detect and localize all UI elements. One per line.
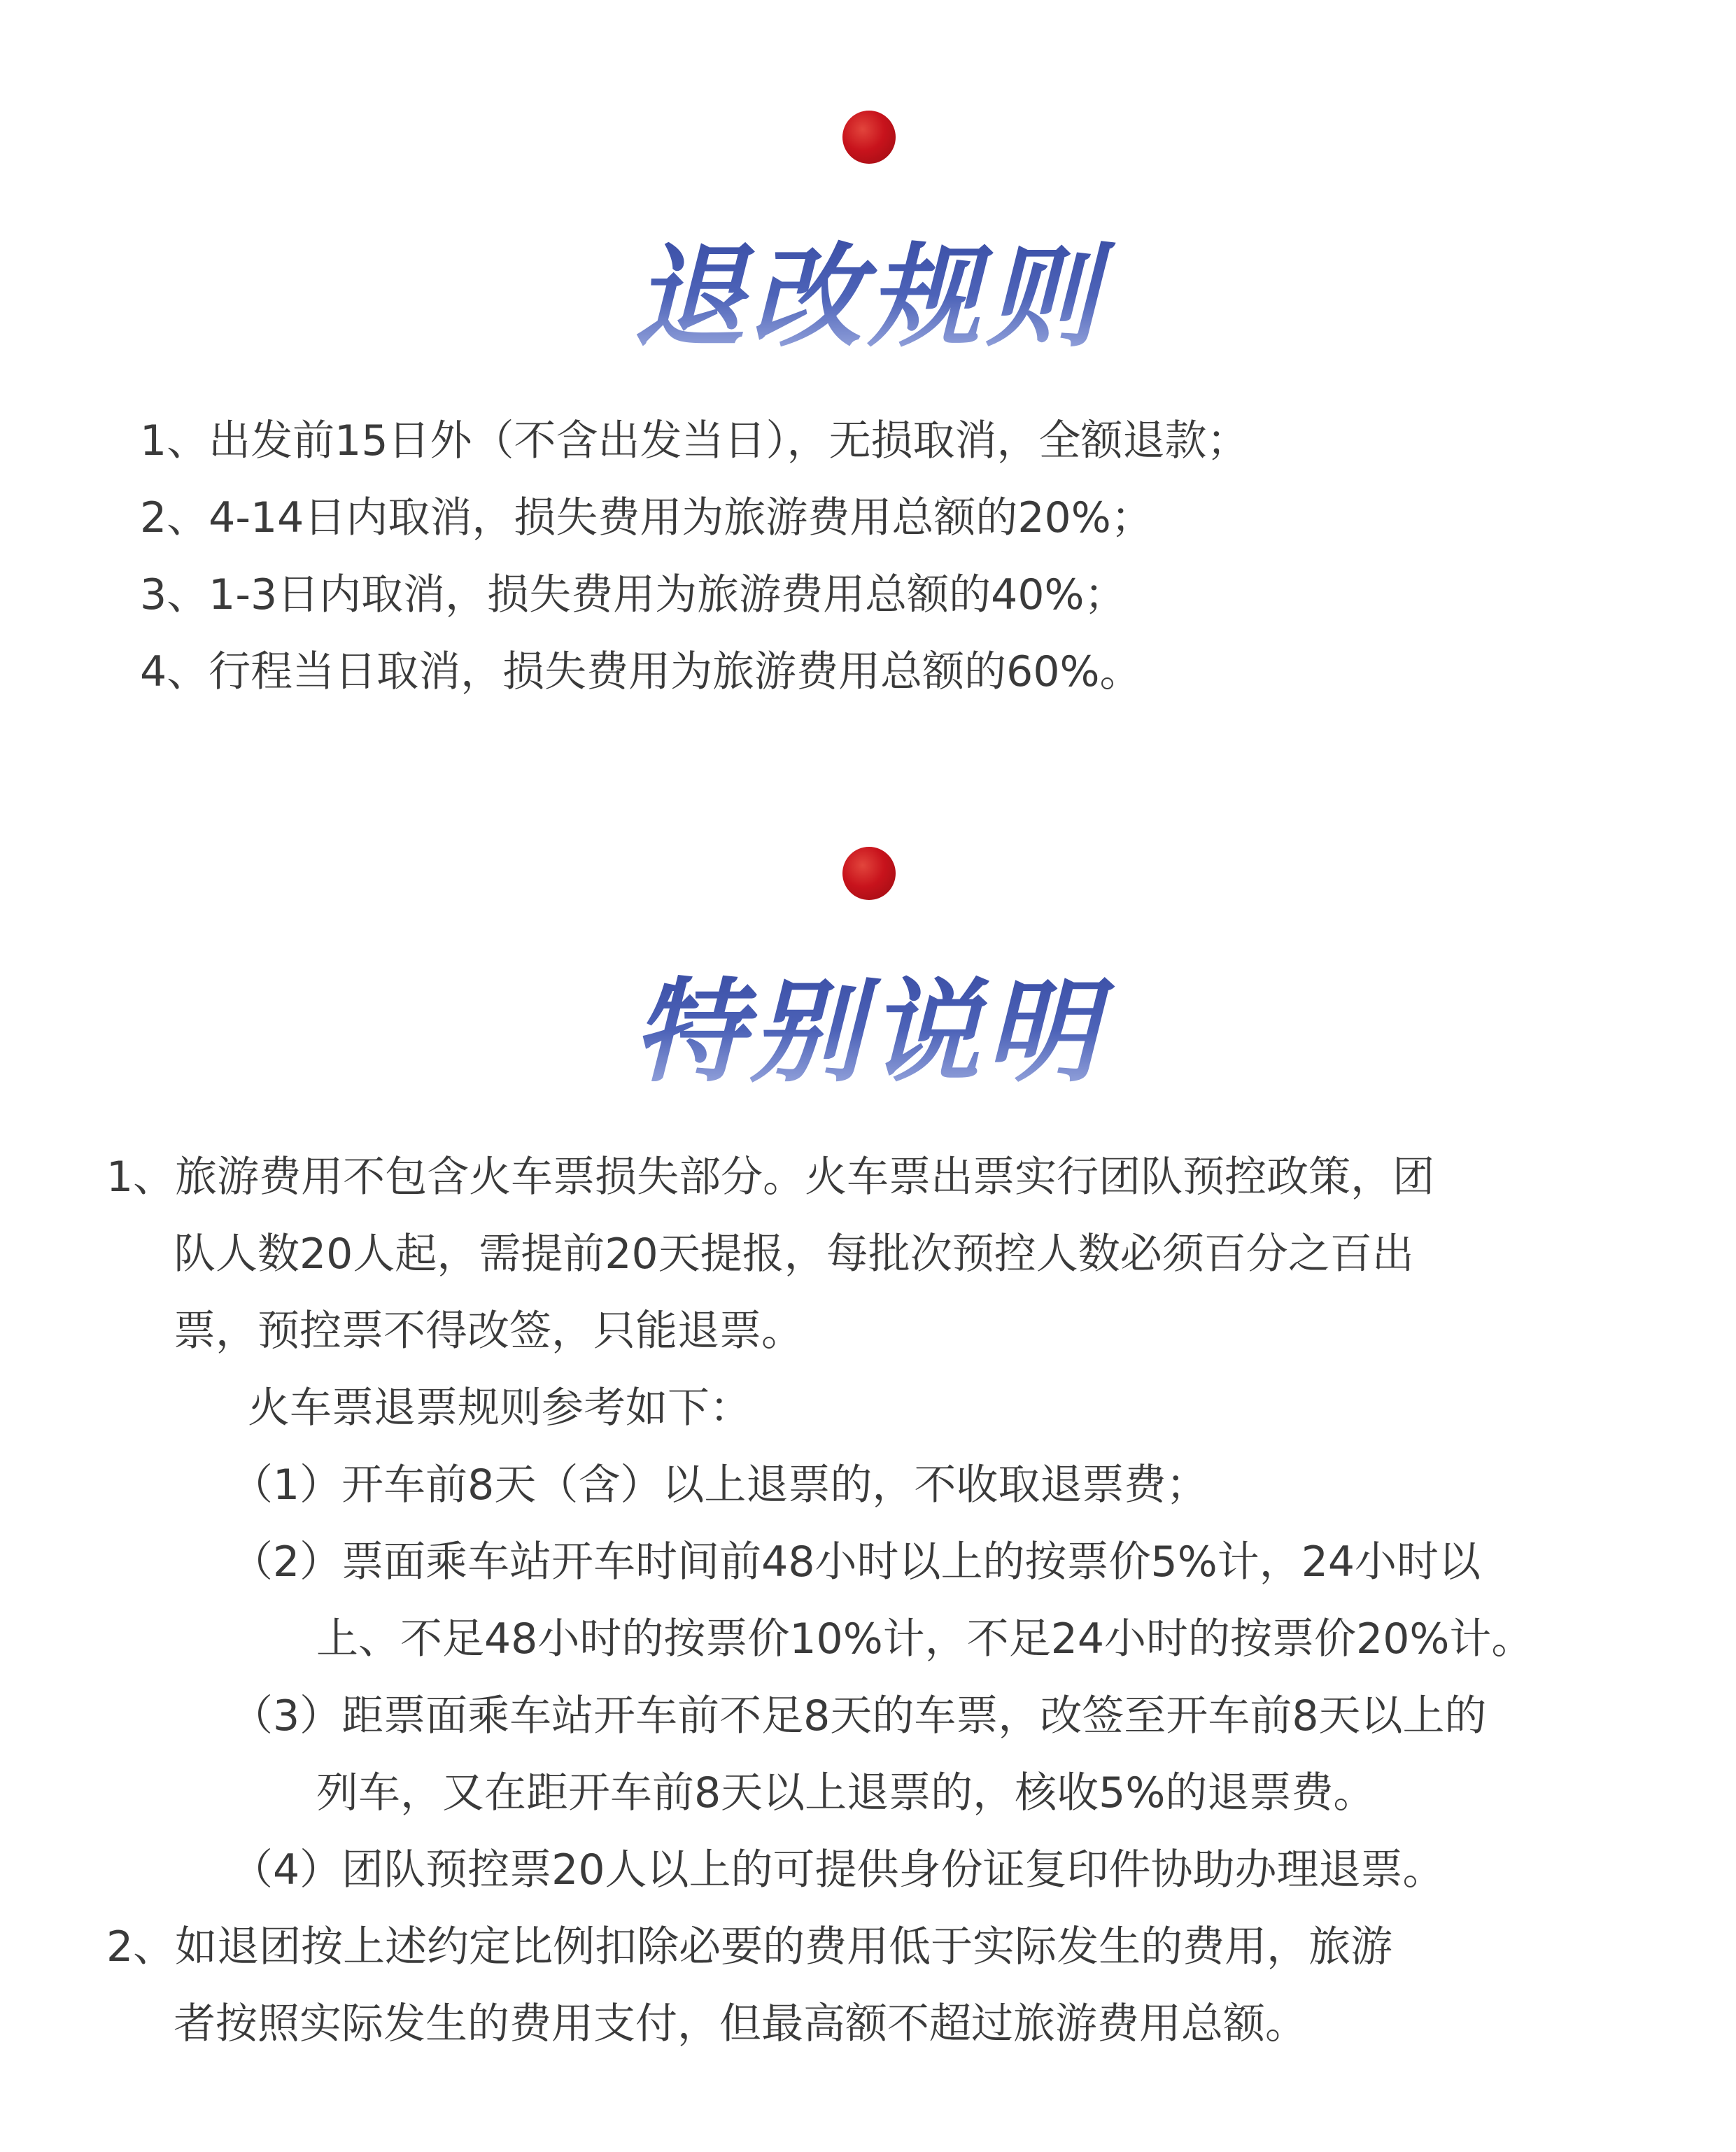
rule-line: （4）团队预控票20人以上的可提供身份证复印件协助办理退票。 bbox=[231, 1845, 1445, 1894]
section-title-refund-rules: 退改规则 bbox=[0, 207, 1736, 368]
note-line: 者按照实际发生的费用支付，但最高额不超过旅游费用总额。 bbox=[174, 1999, 1307, 2048]
rule-line: （1）开车前8天（含）以上退票的，不收取退票费； bbox=[231, 1461, 1208, 1510]
rules-subheading: 火车票退票规则参考如下： bbox=[248, 1384, 751, 1433]
note-line: 队人数20人起，需提前20天提报，每批次预控人数必须百分之百出 bbox=[174, 1230, 1414, 1279]
note-line: 票，预控票不得改签，只能退票。 bbox=[174, 1307, 803, 1356]
list-item: 4、行程当日取消，损失费用为旅游费用总额的60%。 bbox=[140, 647, 1142, 696]
note-line: 2、如退团按上述约定比例扣除必要的费用低于实际发生的费用，旅游 bbox=[106, 1922, 1393, 1971]
red-dot-icon bbox=[842, 111, 896, 164]
rule-line: 列车，又在距开车前8天以上退票的，核收5%的退票费。 bbox=[316, 1768, 1376, 1817]
list-item: 2、4-14日内取消，损失费用为旅游费用总额的20%； bbox=[140, 493, 1153, 542]
red-dot-icon bbox=[842, 847, 896, 900]
list-item: 1、出发前15日外（不含出发当日），无损取消，全额退款； bbox=[140, 416, 1249, 465]
section-title-special-notes: 特别说明 bbox=[0, 942, 1736, 1103]
rule-line: （3）距票面乘车站开车前不足8天的车票，改签至开车前8天以上的 bbox=[231, 1692, 1487, 1740]
rule-line: （2）票面乘车站开车时间前48小时以上的按票价5%计，24小时以 bbox=[231, 1538, 1481, 1587]
note-line: 1、旅游费用不包含火车票损失部分。火车票出票实行团队预控政策，团 bbox=[106, 1153, 1435, 1202]
list-item: 3、1-3日内取消，损失费用为旅游费用总额的40%； bbox=[140, 570, 1127, 619]
rule-line: 上、不足48小时的按票价10%计，不足24小时的按票价20%计。 bbox=[316, 1615, 1534, 1664]
